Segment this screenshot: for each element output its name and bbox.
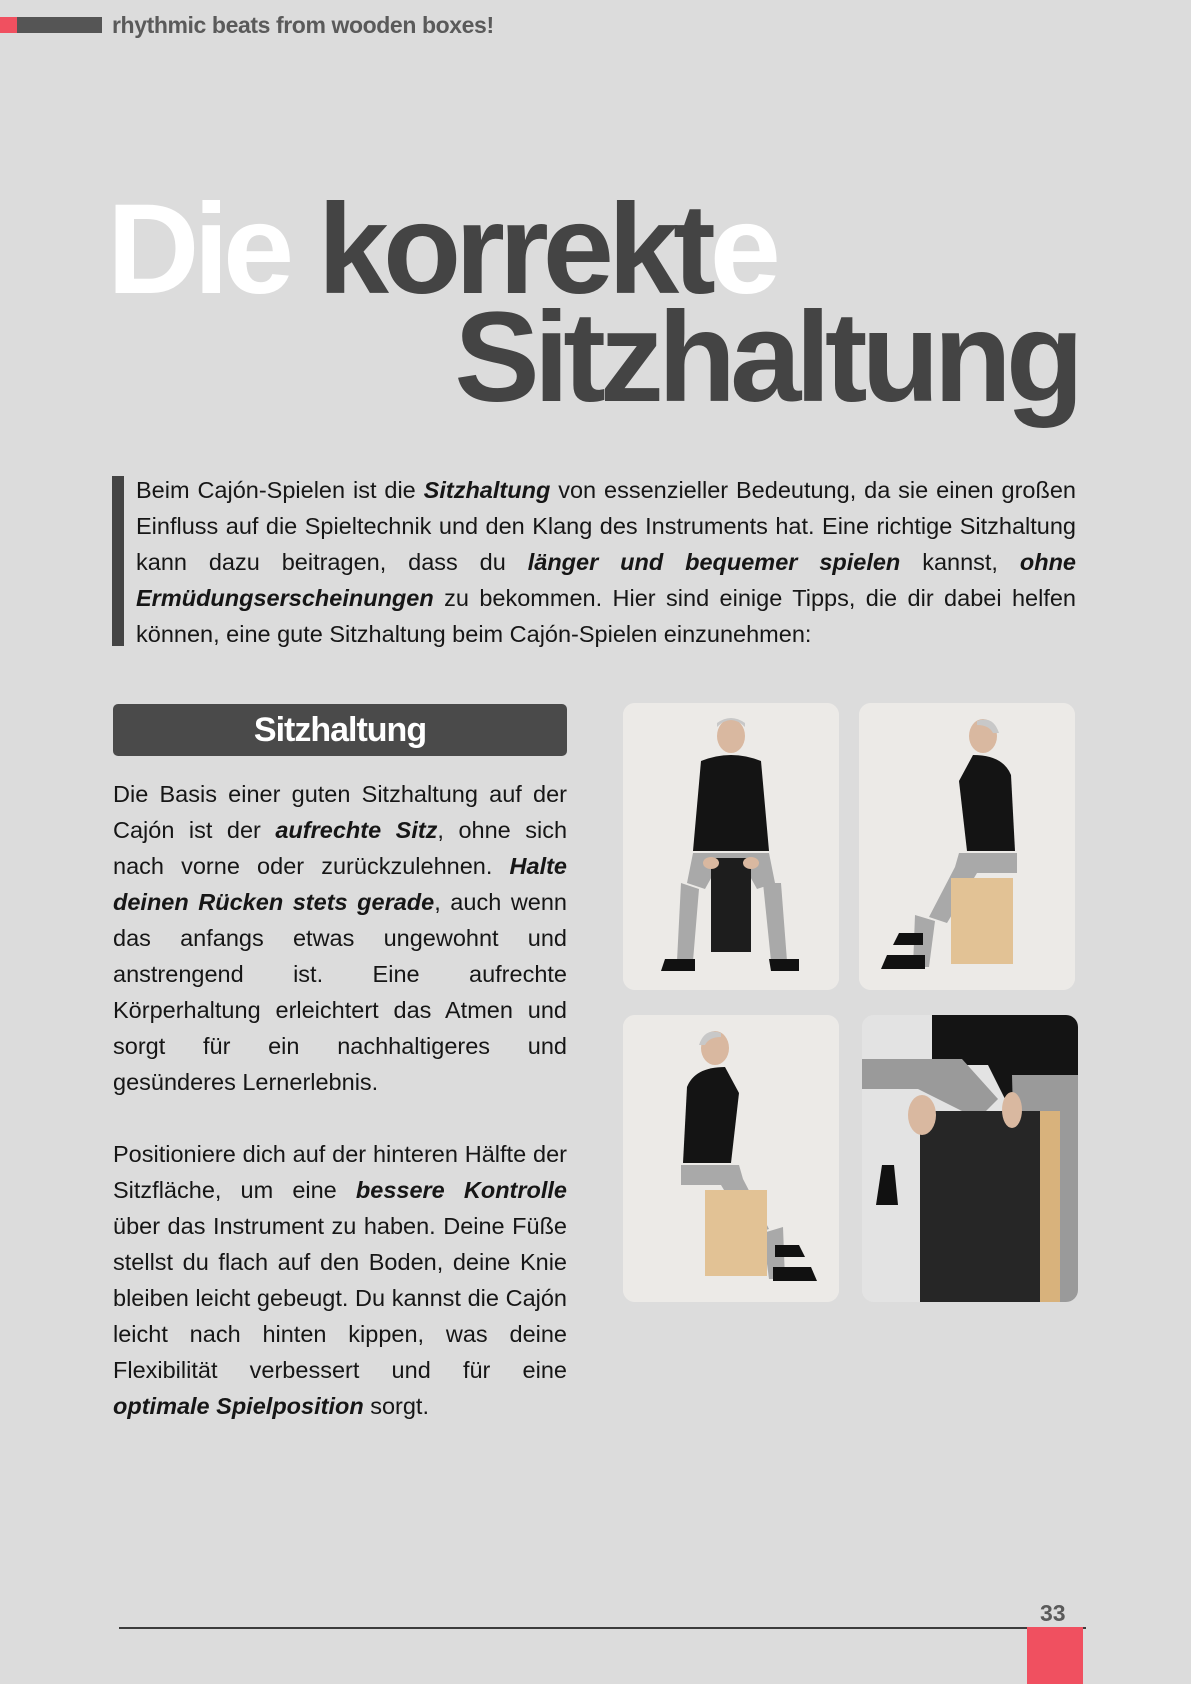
intro-text: Beim Cajón-Spielen ist die (136, 477, 424, 503)
footer-accent-red (1027, 1627, 1083, 1684)
section-paragraph-1 (113, 776, 567, 1100)
paragraph-text: , auch wenn das anfangs etwas ungewohnt und anstrengend ist. Eine aufrechte Körperhaltung erleichtert das Atmen und sorgt für ein nachhaltigeres und gesünderes Lernerlebnis. (113, 889, 567, 1095)
intro-emphasis: länger und bequemer spielen (527, 549, 901, 575)
intro-emphasis: Sitzhaltung (423, 477, 551, 503)
paragraph-text: Positioniere dich auf der hinteren Hälfte der Sitzfläche, um eine (113, 1141, 567, 1203)
title-word-korrekt-end: e (709, 178, 775, 321)
paragraph-emphasis: Halte deinen Rücken stets gerade (113, 853, 567, 915)
footer-divider (119, 1627, 1086, 1629)
intro-emphasis: ohne Ermüdungserscheinungen (136, 549, 1076, 611)
header-tagline: rhythmic beats from wooden boxes! (112, 12, 494, 38)
paragraph-text: Die Basis einer guten Sitzhaltung auf der Cajón ist der (113, 781, 567, 843)
paragraph-emphasis: optimale Spielposition (113, 1393, 364, 1419)
header-accent-red (0, 17, 17, 33)
person-side-right-cajon-photo (859, 703, 1075, 990)
paragraph-text: sorgt. (363, 1393, 429, 1419)
page-number: 33 (1040, 1600, 1066, 1626)
closeup-hands-cajon-photo (862, 1015, 1078, 1302)
person-side-left-cajon-photo (623, 1015, 839, 1302)
intro-text: zu bekommen. Hier sind einige Tipps, die dir dabei helfen können, eine gute Sitzhaltung beim Cajón-Spielen einzunehmen: (136, 585, 1076, 647)
title-word-korrekt: korrekt (317, 178, 710, 321)
intro-paragraph (136, 472, 1076, 652)
paragraph-text: , ohne sich nach vorne oder zurückzulehnen. (113, 817, 568, 879)
paragraph-text: über das Instrument zu haben. Deine Füße stellst du flach auf den Boden, deine Knie bleiben leicht gebeugt. Du kannst die Cajón leicht nach hinten kippen, was deine Flexibilität verbessert und für eine (113, 1213, 567, 1383)
intro-text: kannst, (900, 549, 1020, 575)
paragraph-emphasis: aufrechte Sitz (275, 817, 438, 843)
section-paragraph-2 (113, 1136, 567, 1424)
intro-quote-bar (112, 476, 124, 646)
header-accent-bar (17, 17, 102, 33)
title-line-2: Sitzhaltung (454, 286, 1078, 429)
intro-text: von essenzieller Bedeutung, da sie einen großen Einfluss auf die Spieltechnik und den Klang des Instruments hat. Eine richtige Sitzhaltung kann dazu beitragen, dass du (136, 477, 1076, 575)
section-heading: Sitzhaltung (113, 704, 567, 756)
paragraph-emphasis: bessere Kontrolle (355, 1177, 568, 1203)
title-word-die: Die (107, 178, 289, 321)
person-front-cajon-photo (623, 703, 839, 990)
